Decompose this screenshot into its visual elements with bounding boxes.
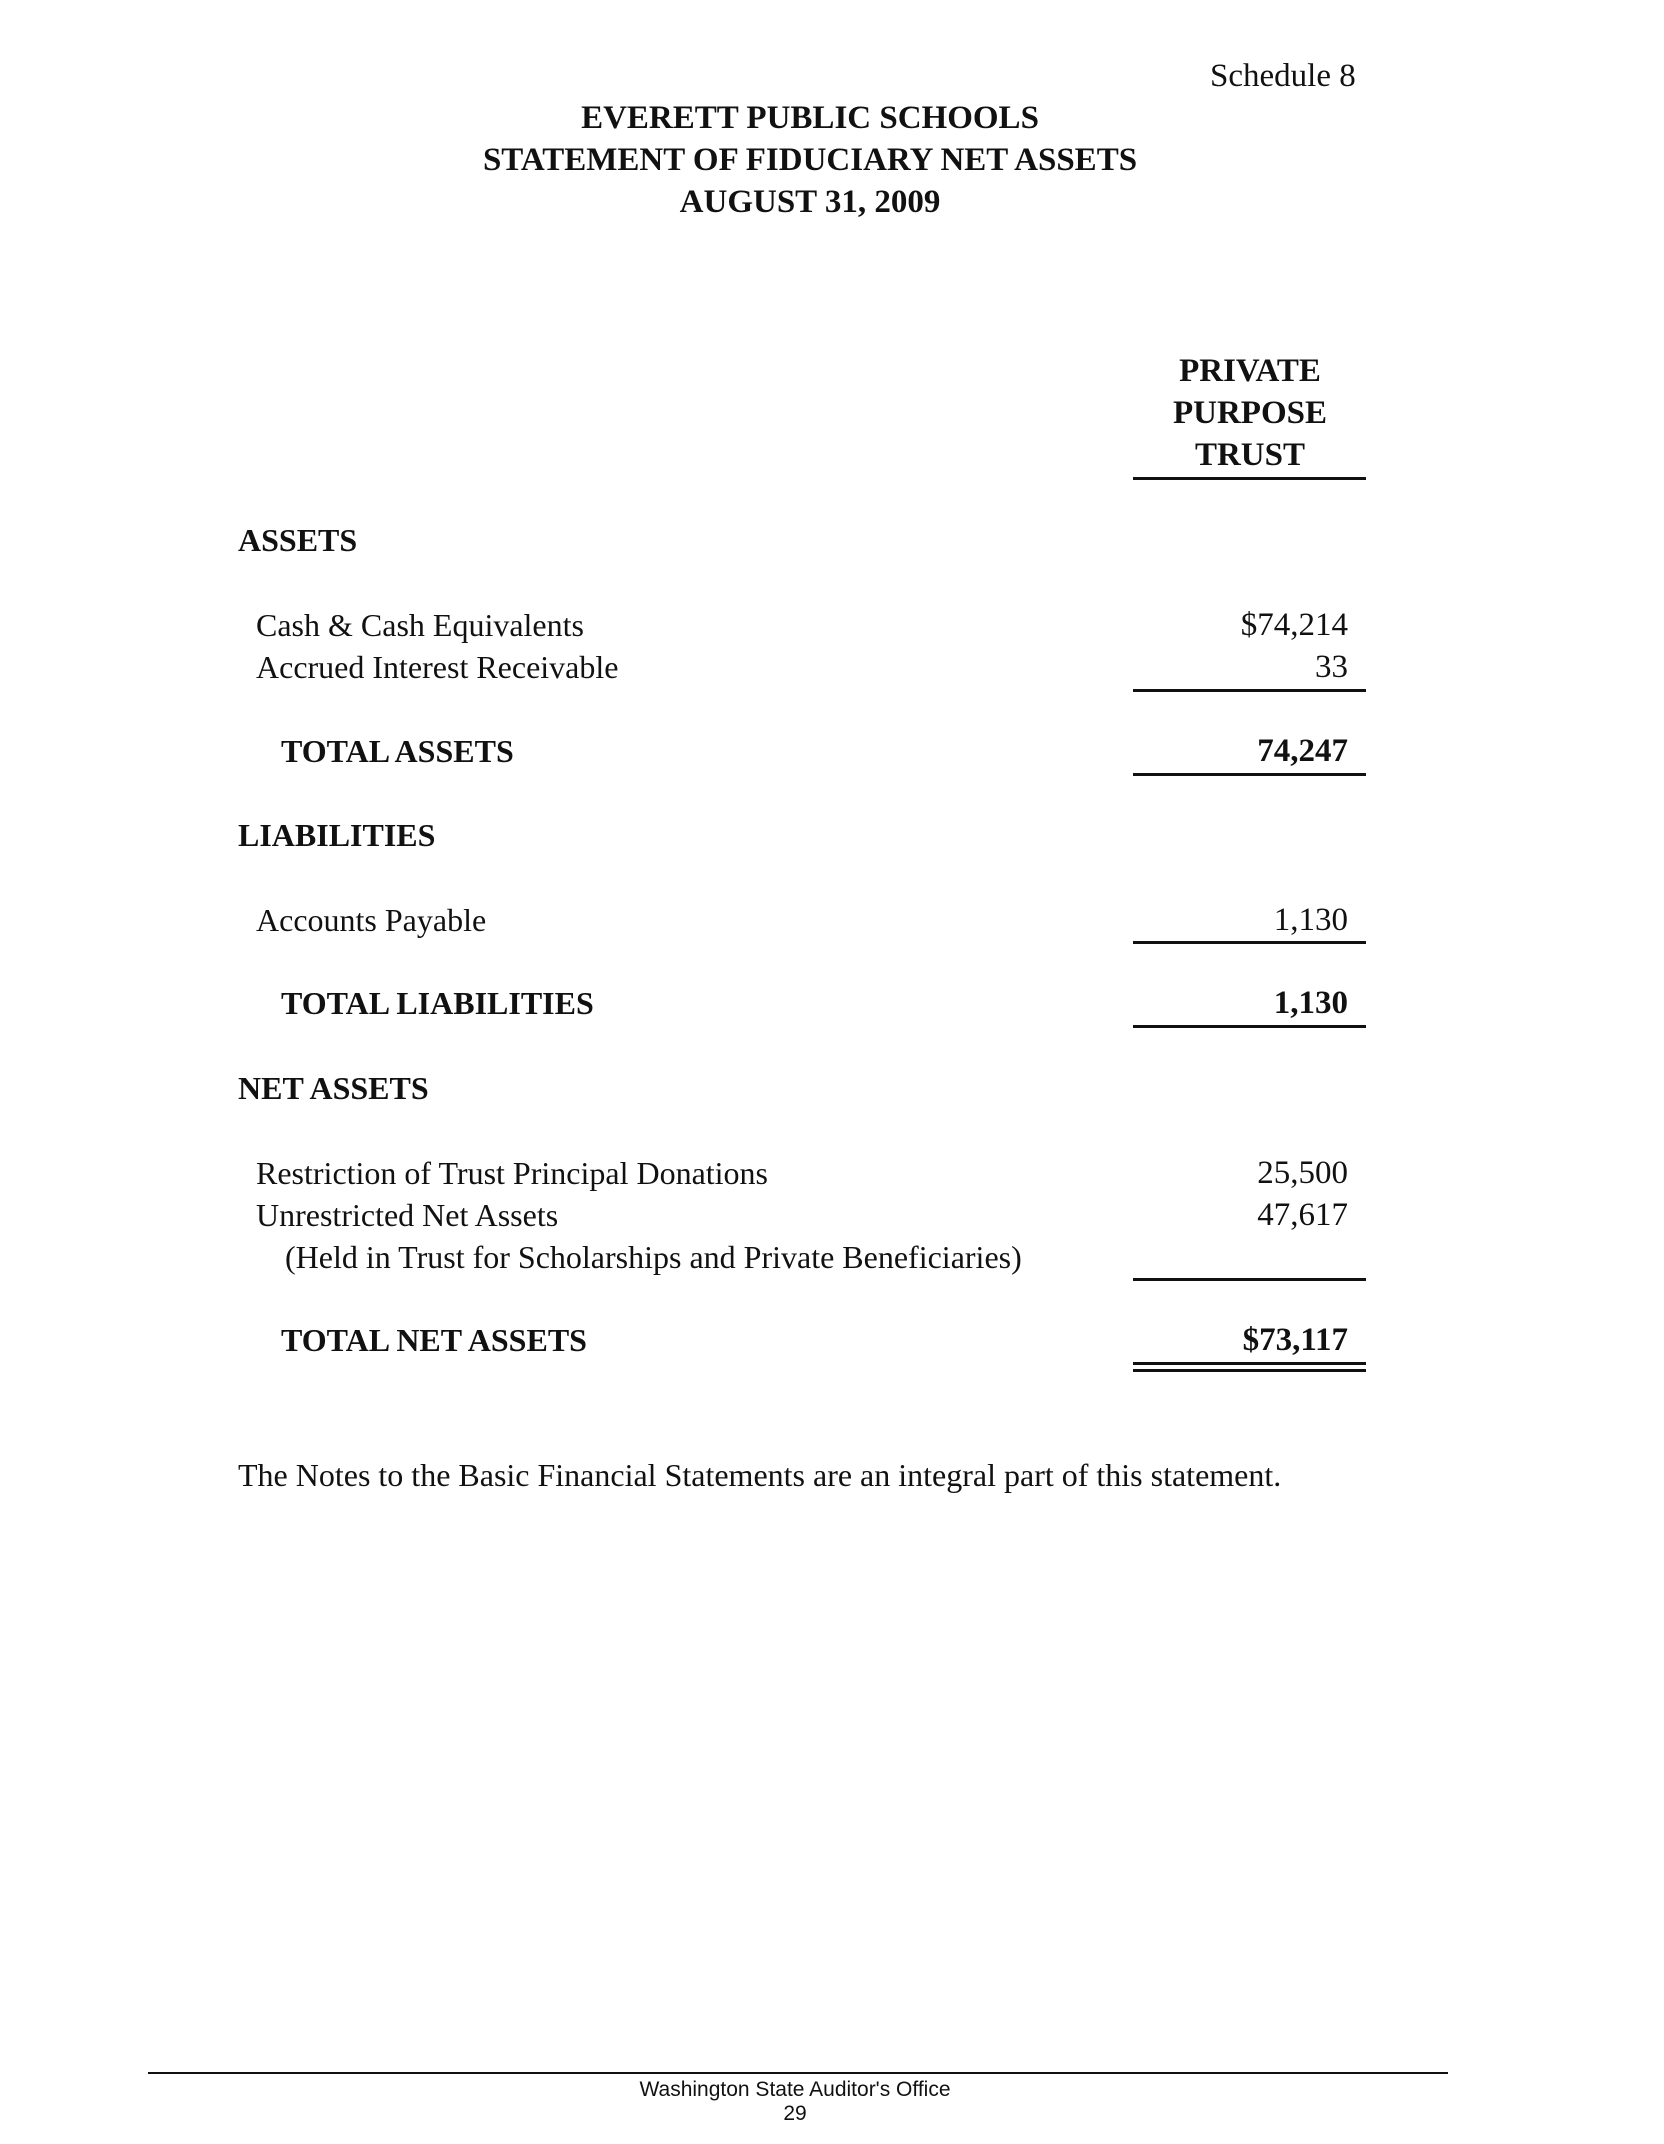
line-item-amount: 1,130: [1273, 902, 1348, 938]
schedule-label: Schedule 8: [1210, 58, 1356, 94]
column-header-line: TRUST: [1194, 437, 1306, 473]
subtotal-rule: [1133, 941, 1366, 944]
total-assets-label: TOTAL ASSETS: [281, 733, 514, 769]
column-header-line: PRIVATE: [1179, 353, 1321, 389]
line-item-label: Accounts Payable: [256, 902, 487, 938]
total-assets-amount: 74,247: [1257, 733, 1348, 769]
total-net-assets-label: TOTAL NET ASSETS: [281, 1322, 587, 1358]
column-header: [1132, 350, 1368, 476]
total-net-assets-amount: $73,117: [1242, 1322, 1348, 1358]
line-item-amount: 47,617: [1257, 1197, 1348, 1233]
line-item-label: Cash & Cash Equivalents: [256, 607, 584, 643]
total-liabilities-amount: 1,130: [1273, 985, 1348, 1021]
footer-office: Washington State Auditor's Office: [639, 2078, 951, 2101]
line-item-label: Unrestricted Net Assets: [256, 1197, 559, 1233]
line-item-amount: 33: [1315, 649, 1348, 685]
line-item-amount: 25,500: [1257, 1155, 1348, 1191]
statement-note: The Notes to the Basic Financial Statements are an integral part of this statement.: [238, 1457, 1282, 1493]
line-item-note: (Held in Trust for Scholarships and Private Beneficiaries): [285, 1239, 1022, 1275]
total-liabilities-label: TOTAL LIABILITIES: [281, 985, 594, 1021]
statement-title: STATEMENT OF FIDUCIARY NET ASSETS: [482, 142, 1138, 178]
line-item-label: Restriction of Trust Principal Donations: [256, 1155, 768, 1191]
section-heading-liabilities: LIABILITIES: [238, 817, 436, 853]
subtotal-rule: [1133, 1278, 1366, 1281]
column-header-underline: [1133, 477, 1366, 480]
line-item-label: Accrued Interest Receivable: [256, 649, 619, 685]
org-title: EVERETT PUBLIC SCHOOLS: [581, 100, 1039, 136]
total-rule: [1133, 1025, 1366, 1028]
line-item-amount: $74,214: [1240, 607, 1348, 643]
section-heading-assets: ASSETS: [238, 522, 358, 558]
subtotal-rule: [1133, 689, 1366, 692]
section-heading-net-assets: NET ASSETS: [238, 1070, 429, 1106]
grand-total-double-rule: [1133, 1362, 1366, 1372]
column-header-line: PURPOSE: [1172, 395, 1327, 431]
statement-date: AUGUST 31, 2009: [679, 184, 941, 220]
footer-rule: [148, 2072, 1448, 2074]
page-number: 29: [783, 2102, 807, 2125]
total-rule: [1133, 773, 1366, 776]
